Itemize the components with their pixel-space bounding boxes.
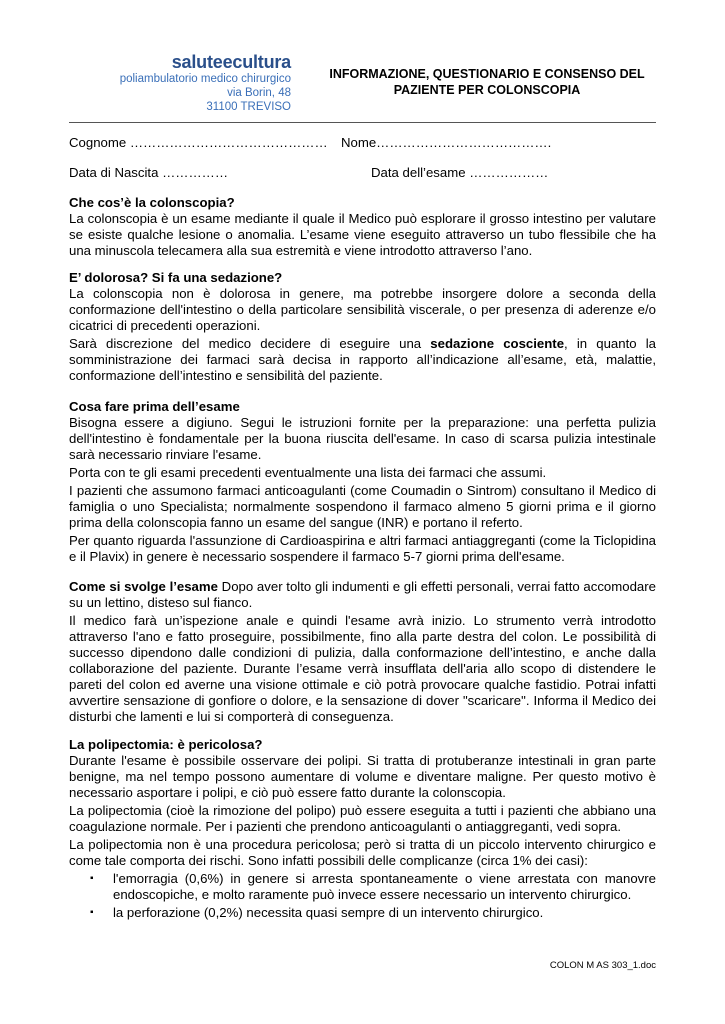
section-procedure: [69, 579, 656, 725]
section-heading: Che cos’è la colonscopia?: [69, 195, 235, 210]
list-item: [90, 871, 656, 903]
paragraph: Bisogna essere a digiuno. Segui le istruzioni fornite per la preparazione: una perfetta pulizia dell'intestino è fondamentale per la buona riuscita dell'esame. In caso di scarsa pulizia intestinale sarà necessario rinviare l'esame.: [69, 415, 656, 462]
header-divider: [69, 122, 656, 123]
paragraph: Per quanto riguarda l'assunzione di Cardioaspirina e altri farmaci antiaggreganti (come la Ticlopidina e il Plavix) in genere è necessario sospendere il farmaco 5-7 giorni prima dell'esame.: [69, 533, 656, 564]
paragraph: [69, 579, 656, 611]
clinic-logo: [69, 52, 291, 114]
document-title-line-1: INFORMAZIONE, QUESTIONARIO E CONSENSO DEL: [329, 67, 645, 81]
document-code: COLON M AS 303_1.doc: [549, 960, 656, 971]
clinic-address: via Borin, 48: [227, 87, 291, 99]
paragraph: La polipectomia non è una procedura pericolosa; però si tratta di un piccolo intervento chirurgico e come tale comporta dei rischi. Sono infatti possibili delle complicanze (circa 1% dei casi):: [69, 837, 656, 868]
list-item-text: la perforazione (0,2%) necessita quasi sempre di un intervento chirurgico.: [113, 905, 544, 920]
paragraph: I pazienti che assumono farmaci anticoagulanti (come Coumadin o Sintrom) consultano il Medico di famiglia o uno Specialista; normalmente sospendono il farmaco almeno 5 giorni prima e il giorno prima della colonscopia fanno un esame del sangue (INR) e portano il referto.: [69, 483, 656, 530]
section-heading: La polipectomia: è pericolosa?: [69, 737, 263, 752]
text-run: , in quanto la somministrazione dei farmaci sarà decisa in rapporto all’indicazione all’esame, età, malattie, conformazione dell’intestino e sensibilità del paziente.: [69, 336, 656, 383]
section-before-exam: [69, 399, 656, 565]
paragraph: Porta con te gli esami precedenti eventualmente una lista dei farmaci che assumi.: [69, 465, 547, 480]
paragraph: La polipectomia (cioè la rimozione del polipo) può essere eseguita a tutti i pazienti che abbiano una coagulazione normale. Per i pazienti che prendono anticoagulanti o antiaggreganti, vedi sopra.: [69, 803, 656, 834]
date-fields-row: [69, 165, 656, 181]
section-what-is: [69, 195, 656, 259]
complications-list: [69, 871, 656, 921]
paragraph-sedation: [69, 336, 656, 384]
name-fields-row: [69, 135, 656, 151]
text-run: Dopo aver tolto gli indumenti e gli effetti personali, verrai fatto accomodare su un lettino, disteso sul fianco.: [69, 579, 656, 610]
clinic-name: saluteecultura: [171, 52, 291, 72]
section-heading: Cosa fare prima dell’esame: [69, 399, 240, 414]
list-item: [90, 905, 656, 921]
section-heading-inline: Come si svolge l’esame: [69, 579, 218, 594]
clinic-subtitle: poliambulatorio medico chirurgico: [119, 73, 291, 85]
bullet-icon: ▪: [90, 873, 94, 884]
cognome-field: Cognome ………………………………………: [69, 135, 328, 150]
list-item-text: l'emorragia (0,6%) in genere si arresta spontaneamente o viene arrestata con manovre endoscopiche, e molto raramente può invece essere necessario un intervento chirurgico.: [113, 871, 656, 902]
clinic-city: 31100 TREVISO: [206, 101, 291, 113]
paragraph: La colonscopia è un esame mediante il quale il Medico può esplorare il grosso intestino per valutare se esiste qualche lesione o anomalia. L’esame viene eseguito attraverso un tubo flessibile che ha una minuscola telecamera alla sua estremità e viene introdotto attraverso l’ano.: [69, 211, 656, 258]
data-nascita-field: Data di Nascita ……………: [69, 165, 229, 180]
nome-field: Nome………………………………….: [341, 135, 552, 150]
section-pain-sedation: [69, 270, 656, 384]
text-run: Sarà discrezione del medico decidere di eseguire una: [69, 336, 431, 351]
bullet-icon: ▪: [90, 907, 94, 918]
section-heading: E’ dolorosa? Si fa una sedazione?: [69, 270, 283, 285]
document-title-line-2: PAZIENTE PER COLONSCOPIA: [393, 83, 581, 97]
document-body: [69, 135, 656, 923]
page-header: [69, 52, 656, 118]
paragraph: Il medico farà un’ispezione anale e quindi l'esame avrà inizio. Lo strumento verrà introdotto attraverso l'ano e fatto proseguire, possibilmente, fino alla parte destra del colon. Le possibilità di successo dipendono dalle condizioni di pulizia, dalla conformazione dell’intestino, e anche dalla collaborazione del paziente. Durante l’esame verrà insufflata dell'aria allo scopo di distendere le pareti del colon ed averne una visione ottimale e ciò potrà provocare qualche fastidio. Potrai infatti avvertire sensazione di gonfiore o dolore, e la sensazione di dover "scaricare". Informa il Medico dei disturbi che lamenti e lui si comporterà di conseguenza.: [69, 613, 656, 724]
document-title: [317, 66, 657, 98]
data-esame-field: Data dell’esame ………………: [371, 165, 549, 180]
section-polypectomy: [69, 737, 656, 921]
paragraph: La colonscopia non è dolorosa in genere, ma potrebbe insorgere dolore a seconda della conformazione dell'intestino o della particolare sensibilità viscerale, o per presenza di aderenze e/o cicatrici di precedenti operazioni.: [69, 286, 656, 333]
sedation-emphasis: sedazione cosciente: [430, 336, 565, 351]
paragraph: Durante l'esame è possibile osservare dei polipi. Si tratta di protuberanze intestinali in gran parte benigne, ma nel tempo possono aumentare di volume e diventare maligne. Per questo motivo è necessario asportare i polipi, e ciò può essere fatto durante la colonscopia.: [69, 753, 656, 800]
